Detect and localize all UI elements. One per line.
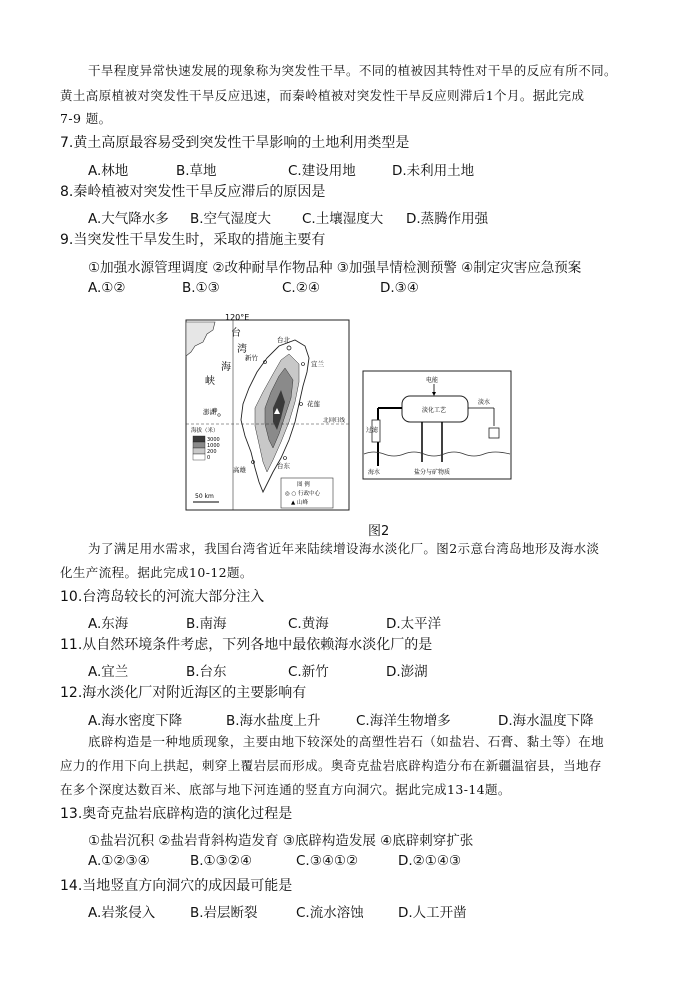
q10-option-b: B.南海: [186, 616, 227, 632]
city-taibei: 台北: [277, 336, 290, 344]
question-9-stem: 9.当突发性干旱发生时，采取的措施主要有: [60, 232, 326, 248]
label-power: 电能: [426, 377, 439, 384]
scale-label: 50 km: [195, 493, 214, 500]
q13-items: ①盐岩沉积 ②盐岩背斜构造发育 ③底辟构造发展 ④底辟刺穿扩张: [88, 833, 474, 849]
legend-swatch-200: [193, 448, 205, 454]
q7-option-c: C.建设用地: [288, 163, 356, 179]
intro3-line3: 在多个深度达数百米、底部与地下河连通的竖直方向洞穴。据此完成13-14题。: [60, 782, 511, 797]
city-gaoxiong: 高雄: [233, 466, 246, 474]
q7-option-a: A.林地: [88, 163, 129, 179]
question-11-stem: 11.从自然环境条件考虑，下列各地中最依赖海水淡化厂的是: [60, 637, 433, 653]
q8-option-c: C.土壤湿度大: [302, 211, 384, 227]
q11-option-a: A.宜兰: [88, 664, 129, 680]
city-taidong: 台东: [277, 462, 290, 470]
city-penghu: 澎湖: [203, 408, 216, 416]
tropic-label: 北回归线: [323, 418, 346, 424]
q8-option-b: B.空气湿度大: [190, 211, 272, 227]
q12-option-c: C.海洋生物增多: [356, 713, 451, 729]
intro1-line3: 7-9 题。: [60, 111, 112, 126]
strait-char-2: 湾: [237, 344, 247, 355]
question-10-stem: 10.台湾岛较长的河流大部分注入: [60, 589, 265, 605]
q13-option-d: D.②①④③: [398, 853, 462, 869]
question-8-stem: 8.秦岭植被对突发性干旱反应滞后的原因是: [60, 184, 326, 200]
question-7-stem: 7.黄土高原最容易受到突发性干旱影响的土地利用类型是: [60, 135, 410, 151]
map-legend-title: 图 例: [297, 482, 310, 488]
city-yilan: 宜兰: [311, 360, 324, 368]
diagram-frame: [363, 371, 511, 479]
q8-option-a: A.大气降水多: [88, 211, 169, 227]
legend-swatch-3000: [193, 436, 205, 442]
elevation-legend-title: 海拔（米）: [191, 428, 219, 434]
q13-option-c: C.③④①②: [296, 853, 359, 869]
label-craft: 淡化工艺: [422, 407, 447, 414]
city-xinzhu: 新竹: [245, 354, 258, 362]
q7-option-b: B.草地: [176, 163, 217, 179]
q10-option-a: A.东海: [88, 616, 129, 632]
map-legend-admin: ◎ ○ 行政中心: [285, 491, 321, 497]
elev-label-1000: 1000: [207, 443, 220, 449]
q12-option-b: B.海水盐度上升: [226, 713, 321, 729]
q10-option-c: C.黄海: [288, 616, 329, 632]
intro1-line1: 干旱程度异常快速发展的现象称为突发性干旱。不同的植被因其特性对干旱的反应有所不同。: [88, 63, 617, 78]
q13-option-b: B.①③②④: [190, 853, 252, 869]
figure-caption: 图2: [368, 524, 390, 539]
strait-char-3: 海: [221, 362, 231, 373]
q13-option-a: A.①②③④: [88, 853, 150, 869]
q14-option-a: A.岩浆侵入: [88, 905, 156, 921]
map-legend-peak: ▲ 山峰: [291, 500, 308, 506]
q7-option-d: D.未利用土地: [392, 163, 475, 179]
label-seawater: 海水: [368, 469, 381, 476]
taiwan-terrain-map: [185, 312, 351, 512]
question-13-stem: 13.奥奇克盐岩底辟构造的演化过程是: [60, 806, 293, 822]
legend-swatch-1000: [193, 442, 205, 448]
q9-option-c: C.②④: [282, 280, 320, 296]
q14-option-d: D.人工开凿: [398, 905, 467, 921]
label-salt: 盐分与矿物质: [414, 469, 451, 476]
q9-option-a: A.①②: [88, 280, 126, 296]
q12-option-a: A.海水密度下降: [88, 713, 183, 729]
question-14-stem: 14.当地竖直方向洞穴的成因最可能是: [60, 878, 293, 894]
intro2-line1: 为了满足用水需求，我国台湾省近年来陆续增设海水淡化厂。图2示意台湾岛地形及海水淡: [88, 541, 600, 556]
question-12-stem: 12.海水淡化厂对附近海区的主要影响有: [60, 685, 307, 701]
freshwater-cup: [489, 428, 499, 438]
intro3-line1: 底辟构造是一种地质现象，主要由地下较深处的高塑性岩石（如盐岩、石膏、黏土等）在地: [88, 734, 605, 749]
q14-option-c: C.流水溶蚀: [296, 905, 364, 921]
label-freshwater: 淡水: [478, 399, 491, 406]
elev-label-200: 200: [207, 449, 217, 455]
label-filter: 过滤: [366, 427, 379, 434]
q11-option-c: C.新竹: [288, 664, 329, 680]
intro1-line2: 黄土高原植被对突发性干旱反应迅速，而秦岭植被对突发性干旱反应则滞后1个月。据此完成: [60, 88, 585, 103]
q9-option-d: D.③④: [380, 280, 419, 296]
intro2-line2: 化生产流程。据此完成10-12题。: [60, 565, 253, 580]
city-hualian: 花莲: [307, 400, 320, 408]
elev-label-0: 0: [207, 455, 211, 461]
q10-option-d: D.太平洋: [386, 616, 442, 632]
q11-option-d: D.澎湖: [386, 664, 428, 680]
meridian-label: 120°E: [225, 313, 250, 322]
desalination-process-diagram: [362, 370, 512, 480]
q9-items: ①加强水源管理调度 ②改种耐旱作物品种 ③加强旱情检测预警 ④制定灾害应急预案: [88, 260, 582, 276]
q12-option-d: D.海水温度下降: [498, 713, 594, 729]
q14-option-b: B.岩层断裂: [190, 905, 258, 921]
q9-option-b: B.①③: [182, 280, 220, 296]
q8-option-d: D.蒸腾作用强: [406, 211, 489, 227]
intro3-line2: 应力的作用下向上拱起，刺穿上覆岩层而形成。奥奇克盐岩底辟构造分布在新疆温宿县，当地存: [60, 758, 602, 773]
strait-char-1: 台: [231, 328, 241, 339]
q11-option-b: B.台东: [186, 664, 227, 680]
strait-char-4: 峡: [205, 376, 215, 387]
elev-label-3000: 3000: [207, 437, 220, 443]
penghu-island: [218, 414, 221, 417]
legend-swatch-0: [193, 454, 205, 460]
